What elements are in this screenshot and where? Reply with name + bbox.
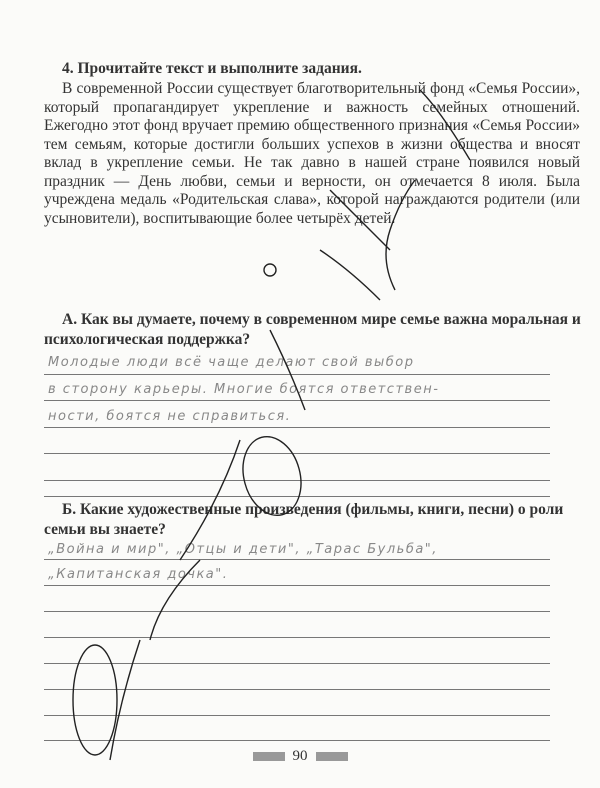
page-number [0,748,600,765]
answer-line [44,496,550,497]
question-b: Б. Какие художественные произведения (фильмы, книги, песни) о роли семьи вы знаете? [44,501,564,538]
answer-line [44,453,550,454]
answer-line [44,715,550,716]
page-number-bar-left [253,752,285,761]
answer-line [44,374,550,375]
answer-line [44,480,550,481]
answer-line [44,663,550,664]
answer-b-line-2: „Капитанская дочка". [48,567,229,582]
task-text: В современной России существует благотворительный фонд «Семья России», который пропагандирует укрепление и важность семейных отношений. Ежегодно этот фонд вручает премию общественного признания «Семья России» тем семьям, которые достигли больших успехов в жизни общества и вносят вклад в укрепление семьи. Не так давно в нашей стране появился новый праздник — День любви, семьи и верности, он отмечается 8 июля. Была учреждена медаль «Родительская слава», которой награждаются родители (или усыновители), воспитывающие более четырёх детей. [44,80,580,227]
answer-a-line-3: ности, боятся не справиться. [48,409,292,424]
task-title: 4. Прочитайте текст и выполните задания. [62,60,362,77]
answer-a-line-1: Молодые люди всё чаще делают свой выбор [48,355,415,370]
answer-line [44,740,550,741]
answer-line [44,427,550,428]
page-number-bar-right [316,752,348,761]
answer-line [44,689,550,690]
answer-line [44,585,550,586]
question-a: А. Как вы думаете, почему в современном мире семье важна моральная и психологическая поддержка? [44,311,581,348]
answer-line [44,637,550,638]
answer-line [44,400,550,401]
answer-line [44,559,550,560]
page-number-text: 90 [292,748,308,764]
answer-b-line-1: „Война и мир", „Отцы и дети", „Тарас Бульба", [48,542,438,557]
answer-line [44,611,550,612]
answer-a-line-2: в сторону карьеры. Многие боятся ответствен- [48,382,440,397]
